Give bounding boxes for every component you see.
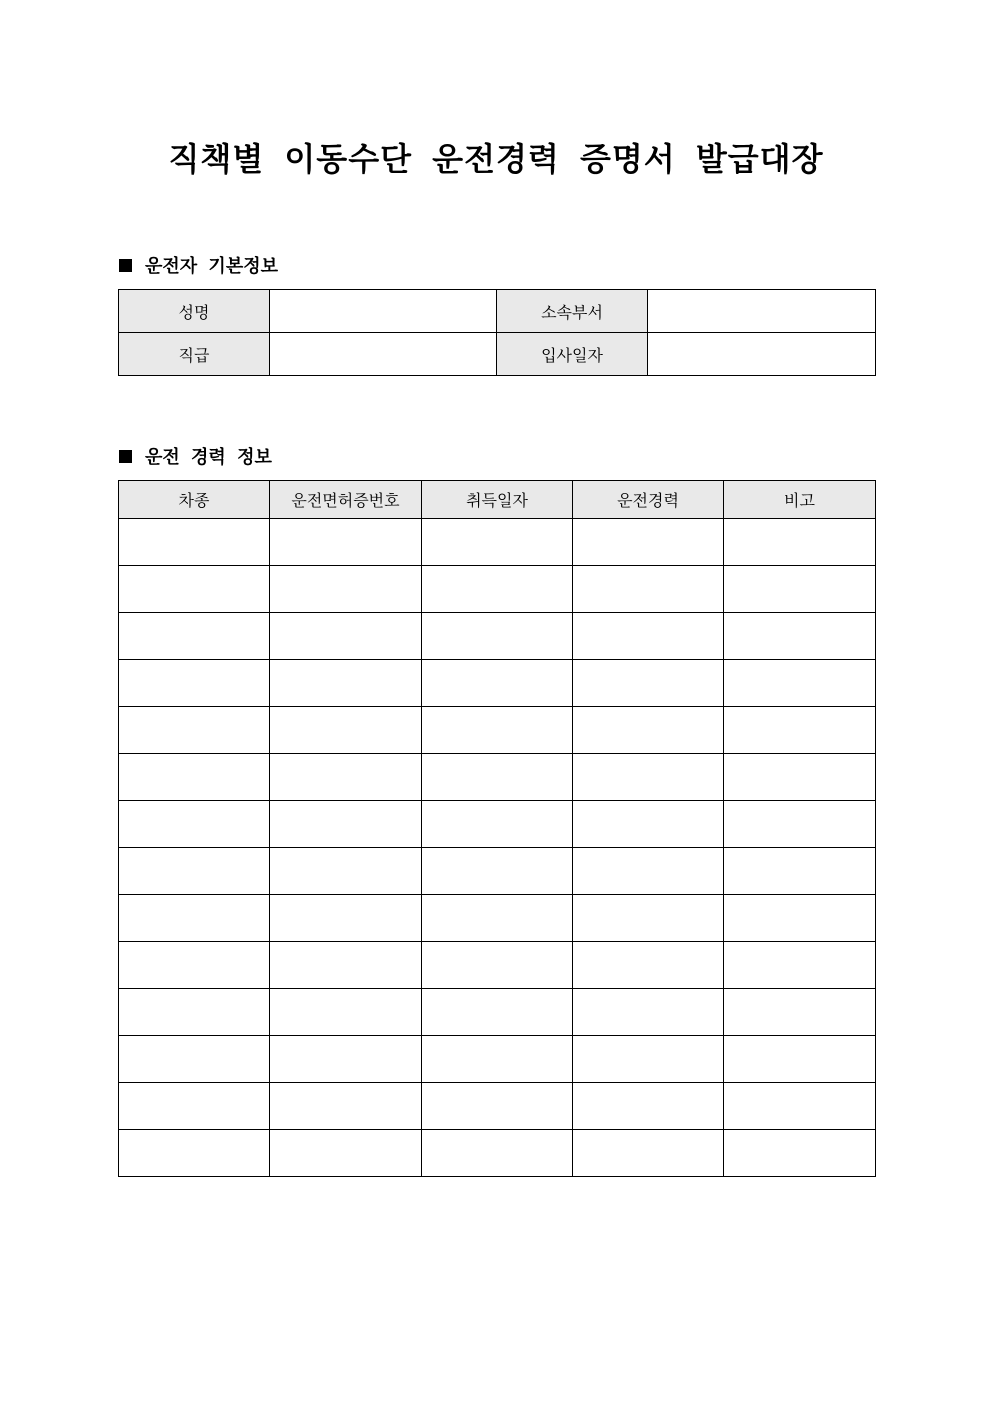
driving-career-cell[interactable] xyxy=(573,989,724,1036)
license-number-cell[interactable] xyxy=(270,707,422,754)
square-bullet-icon xyxy=(119,259,132,272)
column-header-license-number: 운전면허증번호 xyxy=(270,481,422,519)
driving-career-cell[interactable] xyxy=(573,566,724,613)
license-number-cell[interactable] xyxy=(270,519,422,566)
name-label: 성명 xyxy=(119,290,270,333)
table-row xyxy=(119,519,876,566)
remarks-cell[interactable] xyxy=(724,942,876,989)
driving-career-cell[interactable] xyxy=(573,848,724,895)
license-number-cell[interactable] xyxy=(270,801,422,848)
acquisition-date-cell[interactable] xyxy=(422,989,573,1036)
vehicle-type-cell[interactable] xyxy=(119,613,270,660)
driving-career-cell[interactable] xyxy=(573,1130,724,1177)
remarks-cell[interactable] xyxy=(724,519,876,566)
square-bullet-icon xyxy=(119,450,132,463)
license-number-cell[interactable] xyxy=(270,1130,422,1177)
driving-career-cell[interactable] xyxy=(573,801,724,848)
vehicle-type-cell[interactable] xyxy=(119,566,270,613)
rank-field[interactable] xyxy=(270,333,497,376)
acquisition-date-cell[interactable] xyxy=(422,613,573,660)
acquisition-date-cell[interactable] xyxy=(422,519,573,566)
driving-career-cell[interactable] xyxy=(573,1083,724,1130)
table-row xyxy=(119,290,876,333)
license-number-cell[interactable] xyxy=(270,989,422,1036)
section-heading-label: 운전자 기본정보 xyxy=(145,256,278,277)
license-number-cell[interactable] xyxy=(270,1036,422,1083)
career-table xyxy=(118,480,876,1177)
vehicle-type-cell[interactable] xyxy=(119,942,270,989)
remarks-cell[interactable] xyxy=(724,1036,876,1083)
section-heading-basic-info xyxy=(119,252,278,278)
table-row xyxy=(119,660,876,707)
acquisition-date-cell[interactable] xyxy=(422,1036,573,1083)
acquisition-date-cell[interactable] xyxy=(422,754,573,801)
vehicle-type-cell[interactable] xyxy=(119,801,270,848)
column-header-remarks: 비고 xyxy=(724,481,876,519)
vehicle-type-cell[interactable] xyxy=(119,1130,270,1177)
acquisition-date-cell[interactable] xyxy=(422,660,573,707)
driving-career-cell[interactable] xyxy=(573,613,724,660)
remarks-cell[interactable] xyxy=(724,613,876,660)
page-title: 직책별 이동수단 운전경력 증명서 발급대장 xyxy=(168,140,824,178)
license-number-cell[interactable] xyxy=(270,942,422,989)
join-date-label: 입사일자 xyxy=(497,333,648,376)
column-header-acquisition-date: 취득일자 xyxy=(422,481,573,519)
driving-career-cell[interactable] xyxy=(573,660,724,707)
vehicle-type-cell[interactable] xyxy=(119,1083,270,1130)
vehicle-type-cell[interactable] xyxy=(119,989,270,1036)
table-row xyxy=(119,848,876,895)
table-row xyxy=(119,942,876,989)
remarks-cell[interactable] xyxy=(724,989,876,1036)
remarks-cell[interactable] xyxy=(724,660,876,707)
section-heading-label: 운전 경력 정보 xyxy=(145,447,272,468)
remarks-cell[interactable] xyxy=(724,848,876,895)
table-header-row xyxy=(119,481,876,519)
vehicle-type-cell[interactable] xyxy=(119,754,270,801)
table-row xyxy=(119,566,876,613)
acquisition-date-cell[interactable] xyxy=(422,1130,573,1177)
license-number-cell[interactable] xyxy=(270,754,422,801)
vehicle-type-cell[interactable] xyxy=(119,707,270,754)
license-number-cell[interactable] xyxy=(270,613,422,660)
table-row xyxy=(119,1130,876,1177)
join-date-field[interactable] xyxy=(648,333,876,376)
department-field[interactable] xyxy=(648,290,876,333)
driving-career-cell[interactable] xyxy=(573,942,724,989)
license-number-cell[interactable] xyxy=(270,1083,422,1130)
license-number-cell[interactable] xyxy=(270,660,422,707)
driving-career-cell[interactable] xyxy=(573,519,724,566)
vehicle-type-cell[interactable] xyxy=(119,660,270,707)
remarks-cell[interactable] xyxy=(724,1130,876,1177)
table-row xyxy=(119,613,876,660)
table-row xyxy=(119,989,876,1036)
license-number-cell[interactable] xyxy=(270,848,422,895)
section-heading-career-info xyxy=(119,443,272,469)
remarks-cell[interactable] xyxy=(724,566,876,613)
acquisition-date-cell[interactable] xyxy=(422,801,573,848)
name-field[interactable] xyxy=(270,290,497,333)
remarks-cell[interactable] xyxy=(724,801,876,848)
acquisition-date-cell[interactable] xyxy=(422,707,573,754)
table-row xyxy=(119,895,876,942)
license-number-cell[interactable] xyxy=(270,566,422,613)
department-label: 소속부서 xyxy=(497,290,648,333)
acquisition-date-cell[interactable] xyxy=(422,566,573,613)
table-row xyxy=(119,801,876,848)
remarks-cell[interactable] xyxy=(724,707,876,754)
driving-career-cell[interactable] xyxy=(573,754,724,801)
vehicle-type-cell[interactable] xyxy=(119,895,270,942)
driving-career-cell[interactable] xyxy=(573,707,724,754)
column-header-driving-career: 운전경력 xyxy=(573,481,724,519)
driving-career-cell[interactable] xyxy=(573,895,724,942)
table-row xyxy=(119,333,876,376)
vehicle-type-cell[interactable] xyxy=(119,1036,270,1083)
acquisition-date-cell[interactable] xyxy=(422,1083,573,1130)
remarks-cell[interactable] xyxy=(724,895,876,942)
remarks-cell[interactable] xyxy=(724,754,876,801)
table-row xyxy=(119,707,876,754)
basic-info-table xyxy=(118,289,876,376)
remarks-cell[interactable] xyxy=(724,1083,876,1130)
driving-career-cell[interactable] xyxy=(573,1036,724,1083)
acquisition-date-cell[interactable] xyxy=(422,848,573,895)
table-row xyxy=(119,754,876,801)
table-row xyxy=(119,1083,876,1130)
vehicle-type-cell[interactable] xyxy=(119,519,270,566)
acquisition-date-cell[interactable] xyxy=(422,895,573,942)
vehicle-type-cell[interactable] xyxy=(119,848,270,895)
acquisition-date-cell[interactable] xyxy=(422,942,573,989)
license-number-cell[interactable] xyxy=(270,895,422,942)
rank-label: 직급 xyxy=(119,333,270,376)
table-row xyxy=(119,1036,876,1083)
column-header-vehicle-type: 차종 xyxy=(119,481,270,519)
